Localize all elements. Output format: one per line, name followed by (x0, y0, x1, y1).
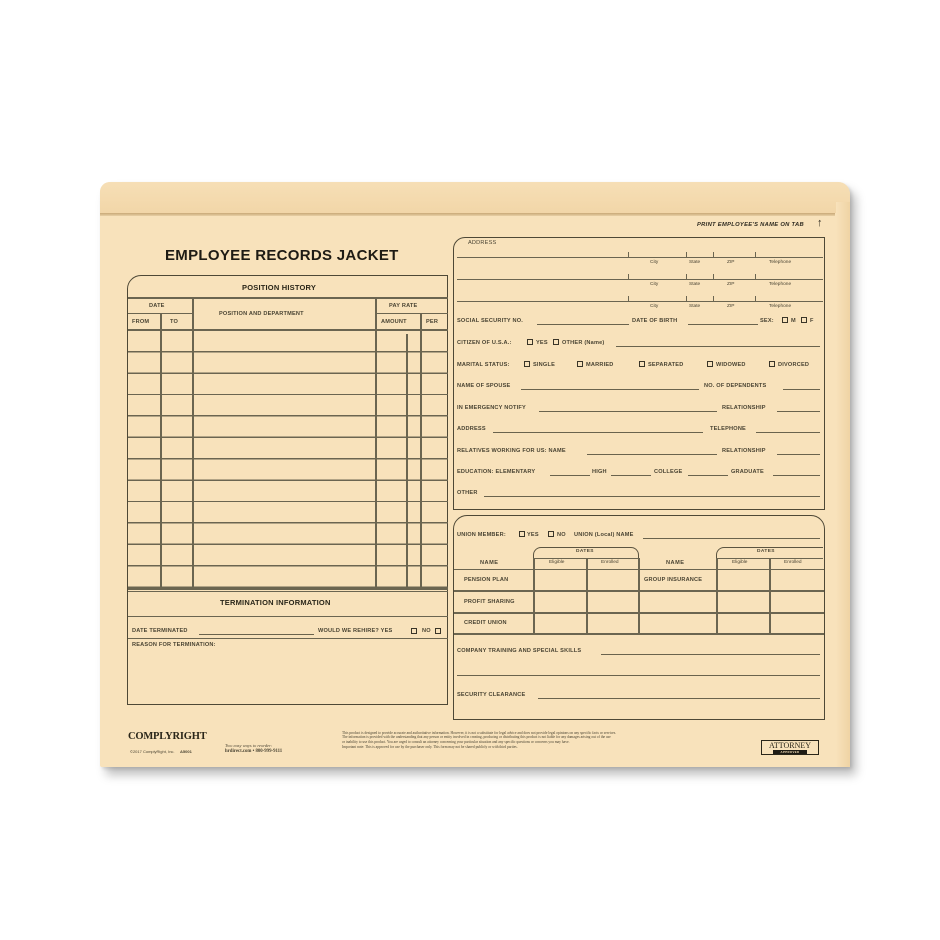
tick (628, 274, 629, 279)
sex-f-checkbox[interactable] (801, 317, 807, 323)
address-line-2[interactable] (457, 279, 823, 280)
tick (713, 252, 714, 257)
col-divider (420, 314, 422, 588)
tab-instruction: PRINT EMPLOYEE'S NAME ON TAB (697, 222, 804, 228)
college-field[interactable] (688, 475, 728, 476)
reason-field[interactable] (130, 652, 446, 702)
disclaimer-line: or inability to use this product. You are urged to consult an attorney concerning your particular situation and any specific questions or concerns you may have. (342, 739, 570, 744)
city-label: City (650, 304, 659, 309)
eligible-label-left: Eligible (549, 560, 565, 565)
amount-header: AMOUNT (381, 319, 407, 325)
divorced-checkbox[interactable] (769, 361, 775, 367)
emergency-telephone-label: TELEPHONE (710, 426, 746, 432)
high-label: HIGH (592, 469, 607, 475)
training-label: COMPANY TRAINING AND SPECIAL SKILLS (457, 648, 582, 654)
city-label: City (650, 260, 659, 265)
sex-label: SEX: (760, 318, 774, 324)
zip-label: ZIP (727, 260, 735, 265)
per-header: PER (426, 319, 439, 325)
badge-bottom-text: APPROVED (773, 750, 807, 754)
single-checkbox[interactable] (524, 361, 530, 367)
enrolled-label-right: Enrolled (784, 560, 802, 565)
divider (128, 591, 448, 592)
tick (755, 296, 756, 301)
emergency-address-label: ADDRESS (457, 426, 486, 432)
separated-checkbox[interactable] (639, 361, 645, 367)
high-field[interactable] (611, 475, 651, 476)
disclaimer (342, 731, 742, 750)
folder-edge-shade (836, 202, 850, 767)
relatives-label: RELATIVES WORKING FOR US: NAME (457, 448, 566, 454)
state-label: State (689, 304, 701, 309)
tick (628, 252, 629, 257)
credit-union-label: CREDIT UNION (464, 620, 507, 626)
union-no-checkbox[interactable] (548, 531, 554, 537)
ssn-label: SOCIAL SECURITY NO. (457, 318, 524, 324)
emergency-field[interactable] (539, 411, 717, 412)
document-title: EMPLOYEE RECORDS JACKET (165, 247, 399, 264)
divider (128, 588, 448, 590)
tick (628, 296, 629, 301)
disclaimer-line: Important note: This is approved for use by the purchaser only. This form may not be shared publicly or with third parties. (342, 745, 518, 750)
training-field[interactable] (601, 654, 820, 655)
sex-f-label: F (810, 318, 814, 324)
spouse-label: NAME OF SPOUSE (457, 383, 511, 389)
copyright: ©2017 ComplyRight, Inc. (130, 749, 175, 754)
col-divider (638, 558, 640, 634)
citizen-yes-checkbox[interactable] (527, 339, 533, 345)
divider (128, 638, 448, 639)
emergency-label: IN EMERGENCY NOTIFY (457, 405, 526, 411)
marital-status-label: MARITAL STATUS: (457, 362, 510, 368)
position-department-header: POSITION AND DEPARTMENT (219, 311, 304, 317)
union-yes-checkbox[interactable] (519, 531, 525, 537)
tick (713, 296, 714, 301)
union-name-field[interactable] (643, 538, 820, 539)
citizen-other-label: OTHER (Name) (562, 340, 605, 346)
divider (128, 616, 448, 617)
col-divider (533, 558, 535, 634)
dates-label-right: DATES (757, 549, 775, 554)
training-field-line-2[interactable] (457, 675, 820, 676)
disclaimer-line: This product is designed to provide accurate and authoritative information. However, it is not a substitute for legal advice and does not provide legal opinions on any specific facts or services. (342, 731, 617, 735)
widowed-label: WIDOWED (716, 362, 746, 368)
union-yes-label: YES (527, 532, 539, 538)
graduate-field[interactable] (773, 475, 820, 476)
rehire-no-checkbox[interactable] (435, 628, 441, 634)
relationship-field[interactable] (777, 411, 820, 412)
other-label: OTHER (457, 490, 478, 496)
telephone-label: Telephone (769, 304, 792, 309)
pay-rate-header: PAY RATE (389, 303, 418, 309)
citizen-label: CITIZEN OF U.S.A.: (457, 340, 512, 346)
relatives-relationship-field[interactable] (777, 454, 820, 455)
position-history-heading: POSITION HISTORY (242, 283, 317, 292)
from-header: FROM (132, 319, 150, 325)
telephone-label: Telephone (769, 282, 792, 287)
address-line-1[interactable] (457, 257, 823, 258)
relatives-relationship-label: RELATIONSHIP (722, 448, 766, 454)
tick (686, 296, 687, 301)
widowed-checkbox[interactable] (707, 361, 713, 367)
enrolled-label-left: Enrolled (601, 560, 619, 565)
reason-label: REASON FOR TERMINATION: (132, 642, 216, 648)
complyright-logo (128, 731, 207, 742)
pension-plan-label: PENSION PLAN (464, 577, 509, 583)
col-divider (192, 297, 194, 588)
citizen-yes-label: YES (536, 340, 548, 346)
attorney-approved-badge (761, 740, 819, 755)
profit-sharing-label: PROFIT SHARING (464, 599, 515, 605)
tick (686, 252, 687, 257)
badge-top-text: ATTORNEY (768, 741, 812, 750)
dob-label: DATE OF BIRTH (632, 318, 678, 324)
eligible-label-right: Eligible (732, 560, 748, 565)
address-label: ADDRESS (468, 240, 497, 246)
folder-tab (100, 182, 850, 213)
dob-field[interactable] (688, 324, 758, 325)
position-history-table (128, 331, 448, 588)
rehire-label: WOULD WE REHIRE? YES (318, 628, 393, 634)
married-label: MARRIED (586, 362, 614, 368)
other-field[interactable] (484, 496, 820, 497)
separated-label: SEPARATED (648, 362, 684, 368)
divorced-label: DIVORCED (778, 362, 810, 368)
date-terminated-field[interactable] (199, 634, 314, 635)
tick (755, 252, 756, 257)
graduate-label: GRADUATE (731, 469, 764, 475)
dependents-field[interactable] (783, 389, 820, 390)
address-line-3[interactable] (457, 301, 823, 302)
union-no-label: NO (557, 532, 566, 538)
arrow-up-icon: ↑ (817, 217, 823, 229)
date-terminated-label: DATE TERMINATED (132, 628, 188, 634)
col-divider (375, 297, 377, 588)
sex-m-checkbox[interactable] (782, 317, 788, 323)
union-member-label: UNION MEMBER: (457, 532, 506, 538)
divider (128, 297, 448, 299)
zip-label: ZIP (727, 304, 735, 309)
telephone-label: Telephone (769, 260, 792, 265)
name-header-right: NAME (666, 560, 685, 566)
records-jacket-folder (100, 182, 850, 767)
dates-label-left: DATES (576, 549, 594, 554)
flap-edge (100, 213, 835, 216)
col-divider (716, 558, 718, 634)
col-divider (406, 334, 408, 588)
name-header-left: NAME (480, 560, 499, 566)
city-label: City (650, 282, 659, 287)
date-header: DATE (149, 303, 165, 309)
emergency-address-field[interactable] (493, 432, 703, 433)
union-name-label: UNION (Local) NAME (574, 532, 634, 538)
college-label: COLLEGE (654, 469, 683, 475)
col-divider (586, 558, 588, 634)
relationship-label: RELATIONSHIP (722, 405, 766, 411)
disclaimer-line: The information is provided with the understanding that any person or entity involved in creating, producing or distributing this product is not liable for any damages arising out of the use (342, 735, 611, 740)
termination-heading: TERMINATION INFORMATION (220, 598, 331, 607)
to-header: TO (170, 319, 179, 325)
col-divider (769, 558, 771, 634)
ssn-field[interactable] (537, 324, 629, 325)
group-insurance-label: GROUP INSURANCE (644, 577, 703, 583)
emergency-telephone-field[interactable] (756, 432, 820, 433)
reorder-line-1: Two easy ways to reorder: (225, 743, 273, 748)
tick (755, 274, 756, 279)
spouse-field[interactable] (521, 389, 699, 390)
rehire-no-label: NO (422, 628, 431, 634)
brand-name: COMPLYRIGHT (128, 731, 207, 742)
rehire-yes-checkbox[interactable] (411, 628, 417, 634)
state-label: State (689, 260, 701, 265)
tick (713, 274, 714, 279)
dependents-label: NO. OF DEPENDENTS (704, 383, 767, 389)
zip-label: ZIP (727, 282, 735, 287)
elementary-field[interactable] (550, 475, 590, 476)
divider (375, 313, 448, 314)
clearance-label: SECURITY CLEARANCE (457, 692, 526, 698)
product-code: A5001 (180, 749, 192, 754)
citizen-other-field[interactable] (616, 346, 820, 347)
clearance-field[interactable] (538, 698, 820, 699)
reorder-link[interactable]: hrdirect.com • 800-999-9111 (225, 749, 283, 754)
relatives-field[interactable] (587, 454, 717, 455)
tick (686, 274, 687, 279)
citizen-other-checkbox[interactable] (553, 339, 559, 345)
sex-m-label: M (791, 318, 796, 324)
col-divider (160, 314, 162, 588)
state-label: State (689, 282, 701, 287)
married-checkbox[interactable] (577, 361, 583, 367)
education-label: EDUCATION: ELEMENTARY (457, 469, 536, 475)
single-label: SINGLE (533, 362, 556, 368)
